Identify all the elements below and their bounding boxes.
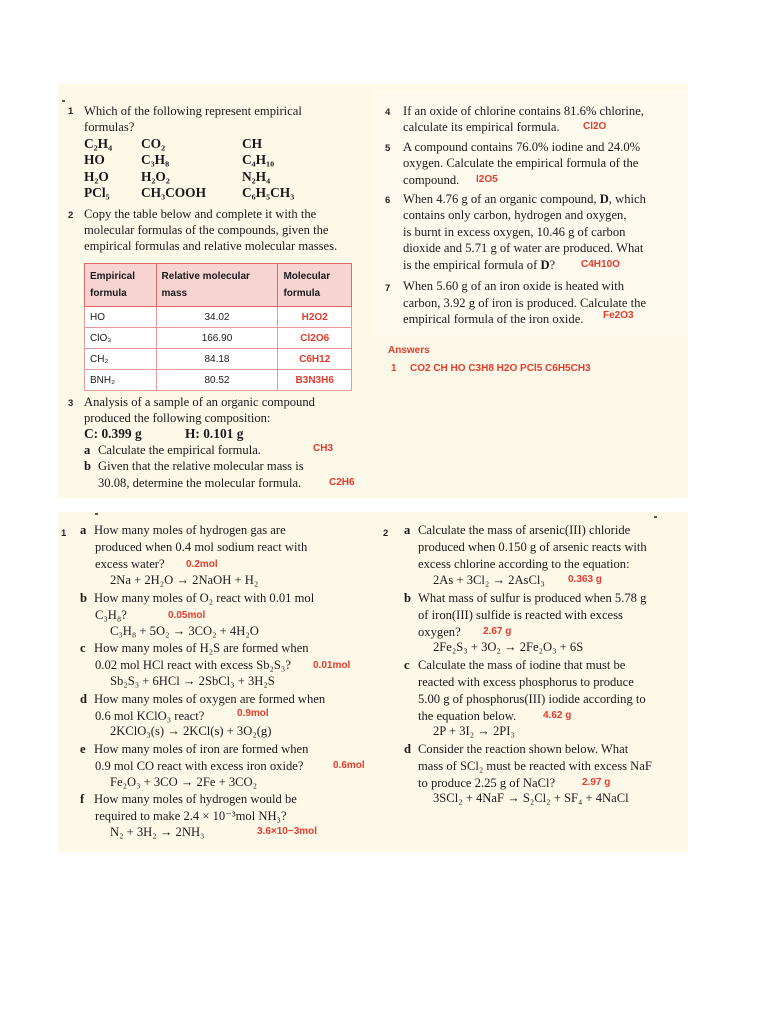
question-7-line-3: empirical formula of the iron oxide. [403, 312, 584, 326]
q2d-line-1 [404, 741, 628, 758]
question-5-line-1: A compound contains 76.0% iodine and 24.0% [403, 140, 641, 154]
empirical-formula-cell: BNH₂ [85, 370, 157, 391]
question-6-line-1 [403, 191, 646, 208]
part-label: c [404, 658, 410, 672]
question-3a [84, 442, 261, 459]
q2d-line-3: to produce 2.25 g of NaCl? [418, 776, 556, 790]
q1e-text: How many moles of iron are formed when [94, 742, 309, 756]
q1c-text: How many moles of H₂S are formed when [94, 641, 309, 655]
answer-2d: 2.97 g [582, 777, 611, 788]
formula-n2h4: N₂H₄ [242, 169, 271, 184]
answer-3b: C2H6 [329, 477, 355, 488]
q2b-text: What mass of sulfur is produced when 5.78 g [418, 591, 647, 605]
formula-h2o: H₂O [84, 169, 109, 184]
equation-1d: 2KClO₃(s) → 2KCl(s) + 3O₂(g) [110, 724, 272, 738]
composition-hydrogen: H: 0.101 g [185, 426, 244, 441]
answer-2b: 2.67 g [483, 626, 512, 637]
q2b-line-3: oxygen? [418, 625, 461, 639]
table-header-row [85, 264, 352, 307]
question-4-line-2: calculate its empirical formula. [403, 120, 560, 134]
q2a-line-2: produced when 0.150 g of arsenic reacts with [418, 540, 647, 554]
table-row [85, 328, 352, 349]
question-3b-line-2: 30.08, determine the molecular formula. [98, 476, 302, 490]
q2d-text: Consider the reaction shown below. What [418, 742, 629, 756]
question-6-text: is the empirical formula of [403, 258, 541, 272]
question-2-number: 2 [68, 210, 74, 221]
corner-mark [95, 513, 98, 515]
answer-1d: 0.9mol [237, 708, 269, 719]
q1f-line-1 [80, 791, 297, 808]
q1a-line-1 [80, 522, 286, 539]
q2c-line-3: 5.00 g of phosphorus(III) iodide according to [418, 692, 646, 706]
q1f-line-2: required to make 2.4 × 10⁻³mol NH₃? [95, 809, 287, 823]
answer-1b: 0.05mol [168, 610, 206, 621]
equation-1e: Fe₂O₃ + 3CO → 2Fe + 3CO₂ [110, 775, 258, 789]
q2a-line-1 [404, 522, 630, 539]
molecular-formula-answer: H2O2 [278, 307, 352, 328]
empirical-formula-cell: HO [85, 307, 157, 328]
q2a-line-3: excess chlorine according to the equation: [418, 557, 630, 571]
answer-4: Cl2O [583, 121, 607, 132]
question-6-line-5 [403, 257, 555, 274]
question-6-number: 6 [385, 195, 391, 206]
formula-h2o2: H₂O₂ [141, 169, 170, 184]
equation-2d: 3SCl₂ + 4NaF → S₂Cl₂ + SF₄ + 4NaCl [433, 791, 629, 805]
q1b-text: How many moles of O₂ react with 0.01 mol [94, 591, 315, 605]
q1a-line-3: excess water? [95, 557, 165, 571]
answer-1e: 0.6mol [333, 760, 365, 771]
molecular-formula-table [84, 263, 352, 391]
header-empirical-formula: Empirical formula [85, 264, 157, 307]
empirical-formula-cell: CH₂ [85, 349, 157, 370]
q1d-text: How many moles of oxygen are formed when [94, 692, 326, 706]
question-6-line-3: is burnt in excess oxygen, 10.46 g of carbon [403, 225, 626, 239]
formula-c3h8: C₃H₈ [141, 152, 170, 167]
compound-d-label: D [540, 258, 550, 272]
question-6-line-2: contains only carbon, hydrogen and oxygen, [403, 208, 627, 222]
relative-mass-cell: 34.02 [156, 307, 278, 328]
relative-mass-cell: 166.90 [156, 328, 278, 349]
answer-2a: 0.363 g [568, 574, 602, 585]
formula-c2h4: C₂H₄ [84, 136, 113, 151]
answer-1a: 0.2mol [186, 559, 218, 570]
q1d-line-1 [80, 691, 325, 708]
formula-c6h5ch3: C₆H₅CH₃ [242, 185, 295, 200]
part-label: b [80, 591, 88, 605]
equation-2a: 2As + 3Cl₂ → 2AsCl₃ [433, 573, 545, 587]
table-row [85, 349, 352, 370]
question-7-line-2: carbon, 3.92 g of iron is produced. Calculate the [403, 296, 647, 310]
table-row [85, 307, 352, 328]
corner-mark [62, 100, 65, 102]
answer-1f: 3.6×10−3mol [257, 826, 318, 837]
question-5-line-2: oxygen. Calculate the empirical formula of the [403, 156, 639, 170]
answer-3a: CH3 [313, 443, 334, 454]
equation-2c: 2P + 3I₂ → 2PI₃ [433, 724, 515, 738]
equation-1f: N₂ + 3H₂ → 2NH₃ [110, 825, 205, 839]
question-6-text: ? [549, 258, 556, 272]
formula-co2: CO₂ [141, 136, 166, 151]
question-6-line-4: dioxide and 5.71 g of water are produced. What [403, 241, 644, 255]
answers-question-number: 1 [391, 363, 397, 374]
question-2-text-line-3: empirical formulas and relative molecular masses. [84, 239, 338, 253]
part-label: f [80, 792, 85, 806]
part-label: a [80, 523, 87, 537]
bottom-question-1-number: 1 [61, 528, 67, 539]
question-1-number: 1 [68, 106, 74, 117]
equation-1a: 2Na + 2H₂O → 2NaOH + H₂ [110, 573, 259, 587]
q1e-line-2: 0.9 mol CO react with excess iron oxide? [95, 759, 304, 773]
question-3-text-line-2: produced the following composition: [84, 411, 271, 425]
question-5-line-3: compound. [403, 173, 460, 187]
part-label: b [404, 591, 412, 605]
question-1-text-line-2: formulas? [84, 120, 135, 134]
answers-title: Answers [388, 345, 430, 356]
q2c-line-1 [404, 657, 625, 674]
molecular-formula-answer: Cl2O6 [278, 328, 352, 349]
q2a-text: Calculate the mass of arsenic(III) chloride [418, 523, 631, 537]
q2c-line-2: reacted with excess phosphorus to produce [418, 675, 634, 689]
q2b-line-1 [404, 590, 646, 607]
q1a-line-2: produced when 0.4 mol sodium react with [95, 540, 308, 554]
q2d-line-2: mass of SCl₂ must be reacted with excess NaF [418, 759, 652, 773]
question-3-text-line-1: Analysis of a sample of an organic compound [84, 395, 315, 409]
part-label: e [80, 742, 86, 756]
equation-1b: C₃H₈ + 5O₂ → 3CO₂ + 4H₂O [110, 624, 259, 638]
question-7-line-1: When 5.60 g of an iron oxide is heated with [403, 279, 625, 293]
header-relative-molecular-mass: Relative molecular mass [156, 264, 278, 307]
part-label: d [404, 742, 412, 756]
composition-carbon: C: 0.399 g [84, 426, 142, 441]
q1c-line-1 [80, 640, 309, 657]
molecular-formula-answer: C6H12 [278, 349, 352, 370]
question-4-number: 4 [385, 107, 391, 118]
question-1-text-line-1: Which of the following represent empirical [84, 104, 302, 118]
question-3a-text: Calculate the empirical formula. [98, 443, 261, 457]
q1a-text: How many moles of hydrogen gas are [94, 523, 286, 537]
equation-2b: 2Fe₂S₃ + 3O₂ → 2Fe₂O₃ + 6S [433, 640, 584, 654]
part-label: b [84, 459, 92, 473]
q1f-text: How many moles of hydrogen would be [94, 792, 297, 806]
formula-ch3cooh: CH₃COOH [141, 185, 207, 200]
part-label: d [80, 692, 88, 706]
empirical-formula-cell: ClO₃ [85, 328, 157, 349]
answer-7: Fe2O3 [603, 310, 634, 321]
compound-d-label: D [599, 192, 609, 206]
formula-ho: HO [84, 152, 105, 167]
q1e-line-1 [80, 741, 308, 758]
question-6-text: , which [608, 192, 646, 206]
question-6-text: When 4.76 g of an organic compound, [403, 192, 600, 206]
q2c-line-4: the equation below. [418, 709, 517, 723]
q1c-line-2: 0.02 mol HCl react with excess Sb₂S₃? [95, 658, 291, 672]
relative-mass-cell: 84.18 [156, 349, 278, 370]
formula-pcl5: PCl₅ [84, 185, 110, 200]
answer-2c: 4.62 g [543, 710, 572, 721]
formula-c4h10: C₄H₁₀ [242, 152, 275, 167]
question-2-text-line-2: molecular formulas of the compounds, given the [84, 223, 329, 237]
question-7-number: 7 [385, 283, 391, 294]
q2b-line-2: of iron(III) sulfide is reacted with excess [418, 608, 623, 622]
part-label: a [84, 443, 91, 457]
table-row [85, 370, 352, 391]
answer-5: I2O5 [476, 174, 498, 185]
formula-ch: CH [242, 136, 263, 151]
answer-6: C4H10O [581, 259, 620, 270]
part-label: a [404, 523, 411, 537]
question-3-number: 3 [68, 398, 74, 409]
question-2-text-line-1: Copy the table below and complete it with the [84, 207, 317, 221]
corner-mark [654, 516, 657, 518]
header-molecular-formula: Molecular formula [278, 264, 352, 307]
answer-1c: 0.01mol [313, 660, 351, 671]
q1b-line-2: C₃H₈? [95, 608, 127, 622]
question-3b-text: Given that the relative molecular mass is [98, 459, 304, 473]
molecular-formula-answer: B3N3H6 [278, 370, 352, 391]
relative-mass-cell: 80.52 [156, 370, 278, 391]
q1b-line-1 [80, 590, 314, 607]
part-label: c [80, 641, 86, 655]
q1d-line-2: 0.6 mol KClO₃ react? [95, 709, 205, 723]
question-4-line-1: If an oxide of chlorine contains 81.6% chlorine, [403, 104, 644, 118]
question-3b-line-1 [84, 458, 304, 475]
bottom-question-2-number: 2 [383, 528, 389, 539]
answers-text: CO2 CH HO C3H8 H2O PCl5 C6H5CH3 [410, 363, 591, 374]
question-5-number: 5 [385, 143, 391, 154]
equation-1c: Sb₂S₃ + 6HCl → 2SbCl₃ + 3H₂S [110, 674, 275, 688]
q2c-text: Calculate the mass of iodine that must be [418, 658, 626, 672]
